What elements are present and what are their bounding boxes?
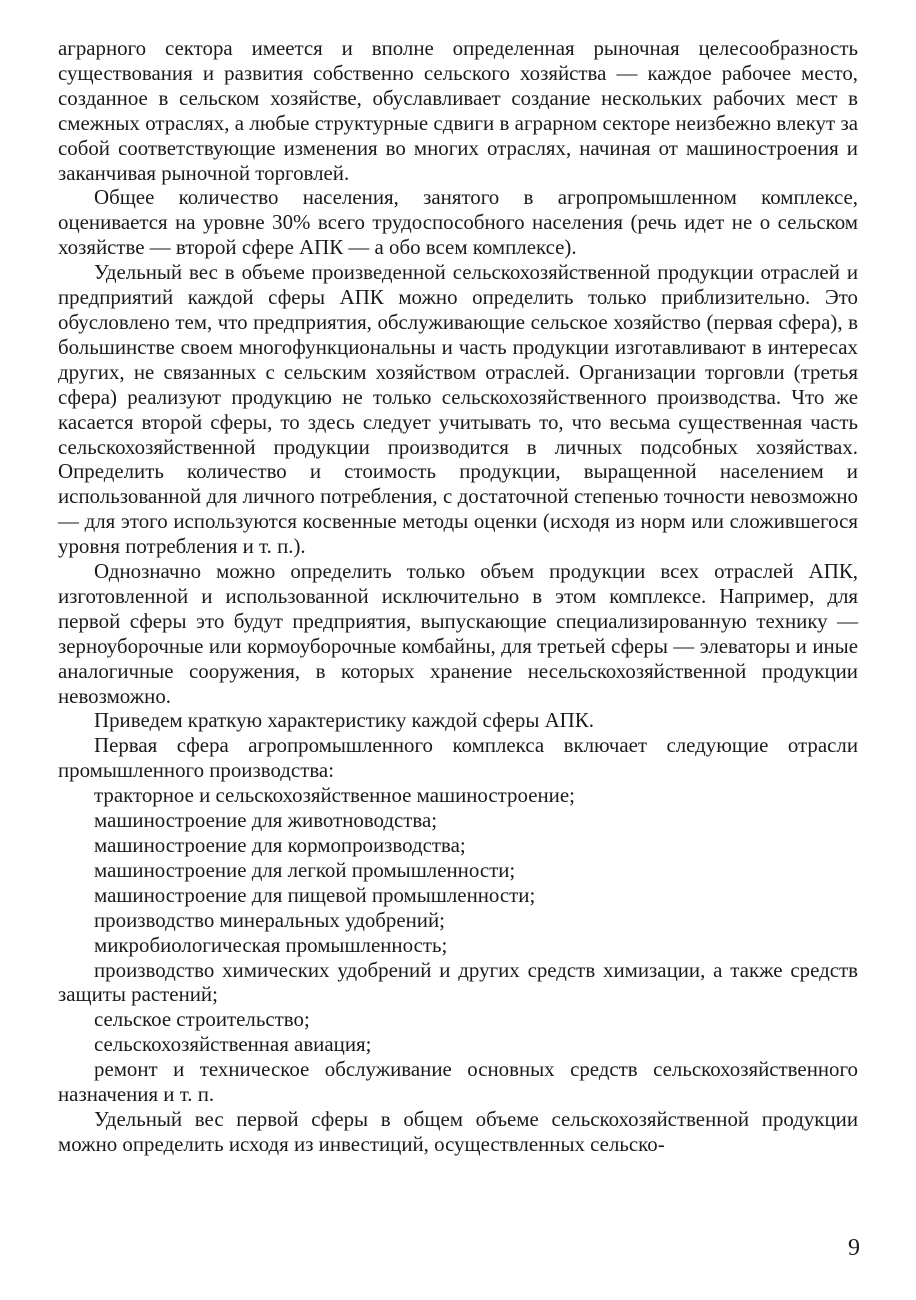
paragraph-5: Приведем краткую характеристику каждой сферы АПК.	[94, 708, 594, 733]
paragraph-2: Общее количество населения, занятого в агропромышленном комплексе, оценивается на уровне 30% всего трудоспособного населения (речь идет не о сельском хозяйстве — второй сфере АПК — а обо всем комплексе).	[58, 185, 858, 260]
paragraph-4: Однозначно можно определить только объем продукции всех отраслей АПК, изготовленной и использованной исключительно в этом комплексе. Например, для первой сферы это будут предприятия, выпускающие специализированную технику — зерноуборочные или кормоуборочные комбайны, для третьей сферы — элеваторы и иные аналогичные сооружения, в которых хранение несельскохозяйственной продукции невозможно.	[58, 559, 858, 708]
list-item: машиностроение для пищевой промышленности;	[94, 882, 536, 907]
paragraph-1: аграрного сектора имеется и вполне определенная рыночная целесообразность существования и развития собственно сельского хозяйства — каждое рабочее место, созданное в сельском хозяйстве, обуславливает создание нескольких рабочих мест в смежных отраслях, а любые структурные сдвиги в аграрном секторе неизбежно влекут за собой соответствующие изменения во многих отраслях, начиная от машиностроения и заканчивая рыночной торговлей.	[58, 36, 858, 185]
list-item: ремонт и техническое обслуживание основных средств сельскохозяйственного назначения и т. п.	[58, 1057, 858, 1107]
list-item: тракторное и сельскохозяйственное машиностроение;	[94, 783, 575, 808]
paragraph-7: Удельный вес первой сферы в общем объеме сельскохозяйственной продукции можно определить исходя из инвестиций, осуществленных сельско-	[58, 1106, 858, 1156]
list-item: производство минеральных удобрений;	[94, 907, 445, 932]
list-item: производство химических удобрений и других средств химизации, а также средств защиты растений;	[58, 957, 858, 1007]
paragraph-6: Первая сфера агропромышленного комплекса включает следующие отрасли промышленного производства:	[58, 733, 858, 783]
paragraph-3: Удельный вес в объеме произведенной сельскохозяйственной продукции отраслей и предприятий каждой сферы АПК можно определить только приблизительно. Это обусловлено тем, что предприятия, обслуживающие сельское хозяйство (первая сфера), в большинстве своем многофункциональны и часть продукции изготавливают в интересах других, не связанных с сельским хозяйством отраслей. Организации торговли (третья сфера) реализуют продукцию не только сельскохозяйственного производства. Что же касается второй сферы, то здесь следует учитывать то, что весьма существенная часть сельскохозяйственной продукции производится в личных подсобных хозяйствах. Определить количество и стоимость продукции, выращенной населением и использованной для личного потребления, с достаточной степенью точности невозможно — для этого используются косвенные методы оценки (исходя из норм или сложившегося уровня потребления и т. п.).	[58, 260, 858, 559]
list-item: сельскохозяйственная авиация;	[94, 1032, 372, 1057]
page-body	[58, 36, 858, 1157]
page-number: 9	[848, 1235, 860, 1261]
list-item: машиностроение для легкой промышленности;	[94, 857, 516, 882]
list-item: сельское строительство;	[94, 1007, 310, 1032]
list-item: машиностроение для животноводства;	[94, 808, 438, 833]
list-item: микробиологическая промышленность;	[94, 932, 448, 957]
list-item: машиностроение для кормопроизводства;	[94, 833, 466, 857]
